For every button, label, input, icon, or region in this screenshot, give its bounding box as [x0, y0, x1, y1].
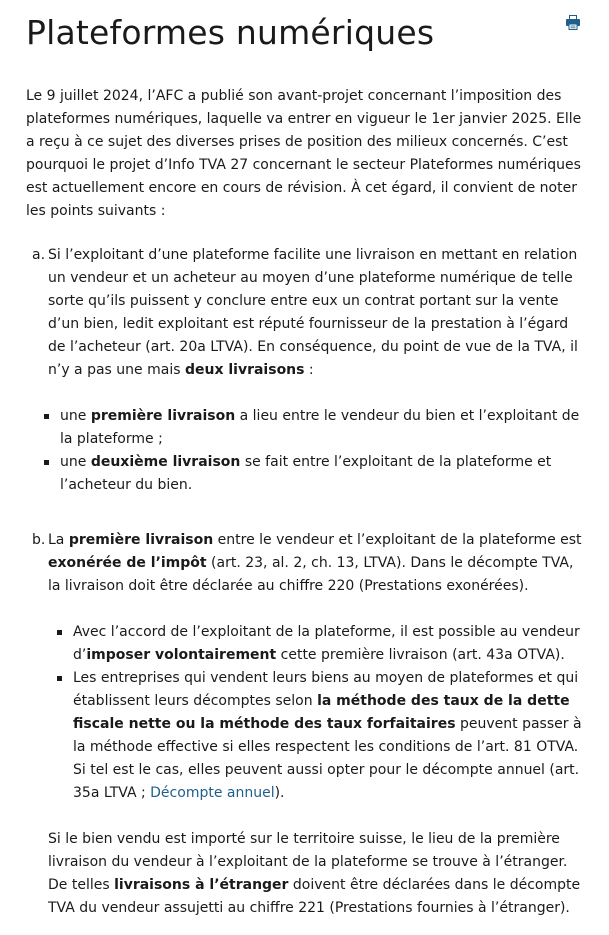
- list-marker-b: b.: [32, 532, 46, 548]
- list-item: une deuxième livraison se fait entre l’exploitant de la plateforme et l’acheteur du bien.: [26, 451, 583, 497]
- article-body: [26, 85, 583, 920]
- intro-paragraph: Le 9 juillet 2024, l’AFC a publié son avant-projet concernant l’imposition des plateformes numériques, laquelle va entrer en vigueur le 1er janvier 2025. Elle a reçu à ce sujet des diverses prises de position des milieux concernés. C’est pourquoi le projet d’Info TVA 27 concernant le secteur Plateformes numériques est actuellement encore en cours de révision. À cet égard, il convient de noter les points suivants :: [26, 88, 582, 219]
- item-b-bullets: [26, 621, 583, 805]
- list-item-a: [26, 244, 583, 382]
- item-a-text: Si l’exploitant d’une plateforme facilite une livraison en mettant en relation un vendeur et un acheteur au moyen d’une plateforme numérique de telle sorte qu’ils puissent y conclure entre eux un contrat portant sur la vente d’un bien, ledit exploitant est réputé fournisseur de la prestation à l’égard de l’acheteur (art. 20a LTVA). En conséquence, du point de vue de la TVA, il n’y a pas une mais deux livraisons :: [48, 247, 578, 378]
- printer-icon[interactable]: [566, 15, 580, 30]
- item-a-bullets: [26, 405, 583, 497]
- list-item: une première livraison a lieu entre le vendeur du bien et l’exploitant de la plateforme ;: [26, 405, 583, 451]
- list-marker-a: a.: [32, 247, 46, 263]
- list-item: Avec l’accord de l’exploitant de la plateforme, il est possible au vendeur d’imposer volontairement cette première livraison (art. 43a OTVA).: [26, 621, 583, 667]
- item-b-final-paragraph: Si le bien vendu est importé sur le territoire suisse, le lieu de la première livraison du vendeur à l’exploitant de la plateforme se trouve à l’étranger. De telles livraisons à l’étranger doivent être déclarées dans le décompte TVA du vendeur assujetti au chiffre 221 (Prestations fournies à l’étranger).: [48, 831, 581, 916]
- list-item: Les entreprises qui vendent leurs biens au moyen de plateformes et qui établissent leurs décomptes selon la méthode des taux de la dette fiscale nette ou la méthode des taux forfaitaires peuvent passer à la méthode effective si elles respectent les conditions de l’art. 81 OTVA. Si tel est le cas, elles peuvent aussi opter pour le décompte annuel (art. 35a LTVA ; Décompte annuel).: [26, 667, 583, 805]
- item-b-text: La première livraison entre le vendeur et l’exploitant de la plateforme est exonérée de l’impôt (art. 23, al. 2, ch. 13, LTVA). Dans le décompte TVA, la livraison doit être déclarée au chiffre 220 (Prestations exonérées).: [48, 532, 582, 594]
- annual-statement-link[interactable]: Décompte annuel: [150, 785, 275, 801]
- list-item-b: [26, 529, 583, 598]
- page-title: Plateformes numériques: [26, 13, 435, 52]
